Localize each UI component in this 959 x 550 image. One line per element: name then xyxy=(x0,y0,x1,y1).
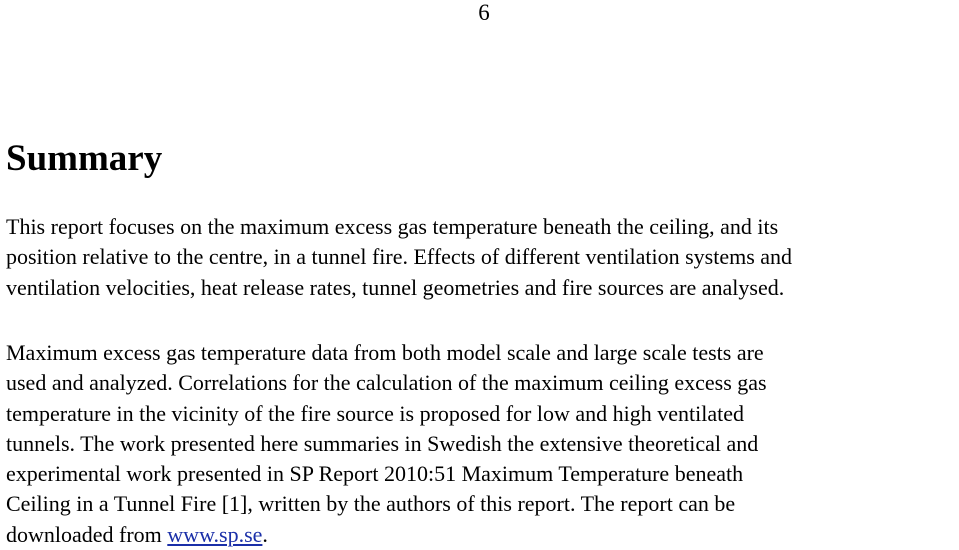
sp-website-link[interactable]: www.sp.se xyxy=(167,521,263,547)
paragraph-line: temperature in the vicinity of the fire source is proposed for low and high ventilated xyxy=(6,400,744,426)
paragraph-line: used and analyzed. Correlations for the calculation of the maximum ceiling excess gas xyxy=(6,370,767,396)
last-line-suffix: . xyxy=(262,521,268,547)
summary-paragraph-1 xyxy=(6,212,951,303)
paragraph-line: position relative to the centre, in a tunnel fire. Effects of different ventilation systems and xyxy=(6,244,793,270)
last-line-prefix: downloaded from xyxy=(6,521,168,547)
paragraph-line: tunnels. The work presented here summaries in Swedish the extensive theoretical and xyxy=(6,430,759,456)
paragraph-line: ventilation velocities, heat release rates, tunnel geometries and fire sources are analysed. xyxy=(6,274,785,300)
paragraph-line: experimental work presented in SP Report 2010:51 Maximum Temperature beneath xyxy=(6,461,744,487)
page-number: 6 xyxy=(478,0,490,25)
paragraph-line: Ceiling in a Tunnel Fire [1], written by the authors of this report. The report can be xyxy=(6,491,736,517)
section-heading: Summary xyxy=(6,138,163,179)
paragraph-line: This report focuses on the maximum excess gas temperature beneath the ceiling, and its xyxy=(6,214,779,239)
paragraph-last-line xyxy=(6,520,951,550)
summary-paragraph-2 xyxy=(6,338,951,550)
paragraph-line: Maximum excess gas temperature data from both model scale and large scale tests are xyxy=(6,340,764,365)
